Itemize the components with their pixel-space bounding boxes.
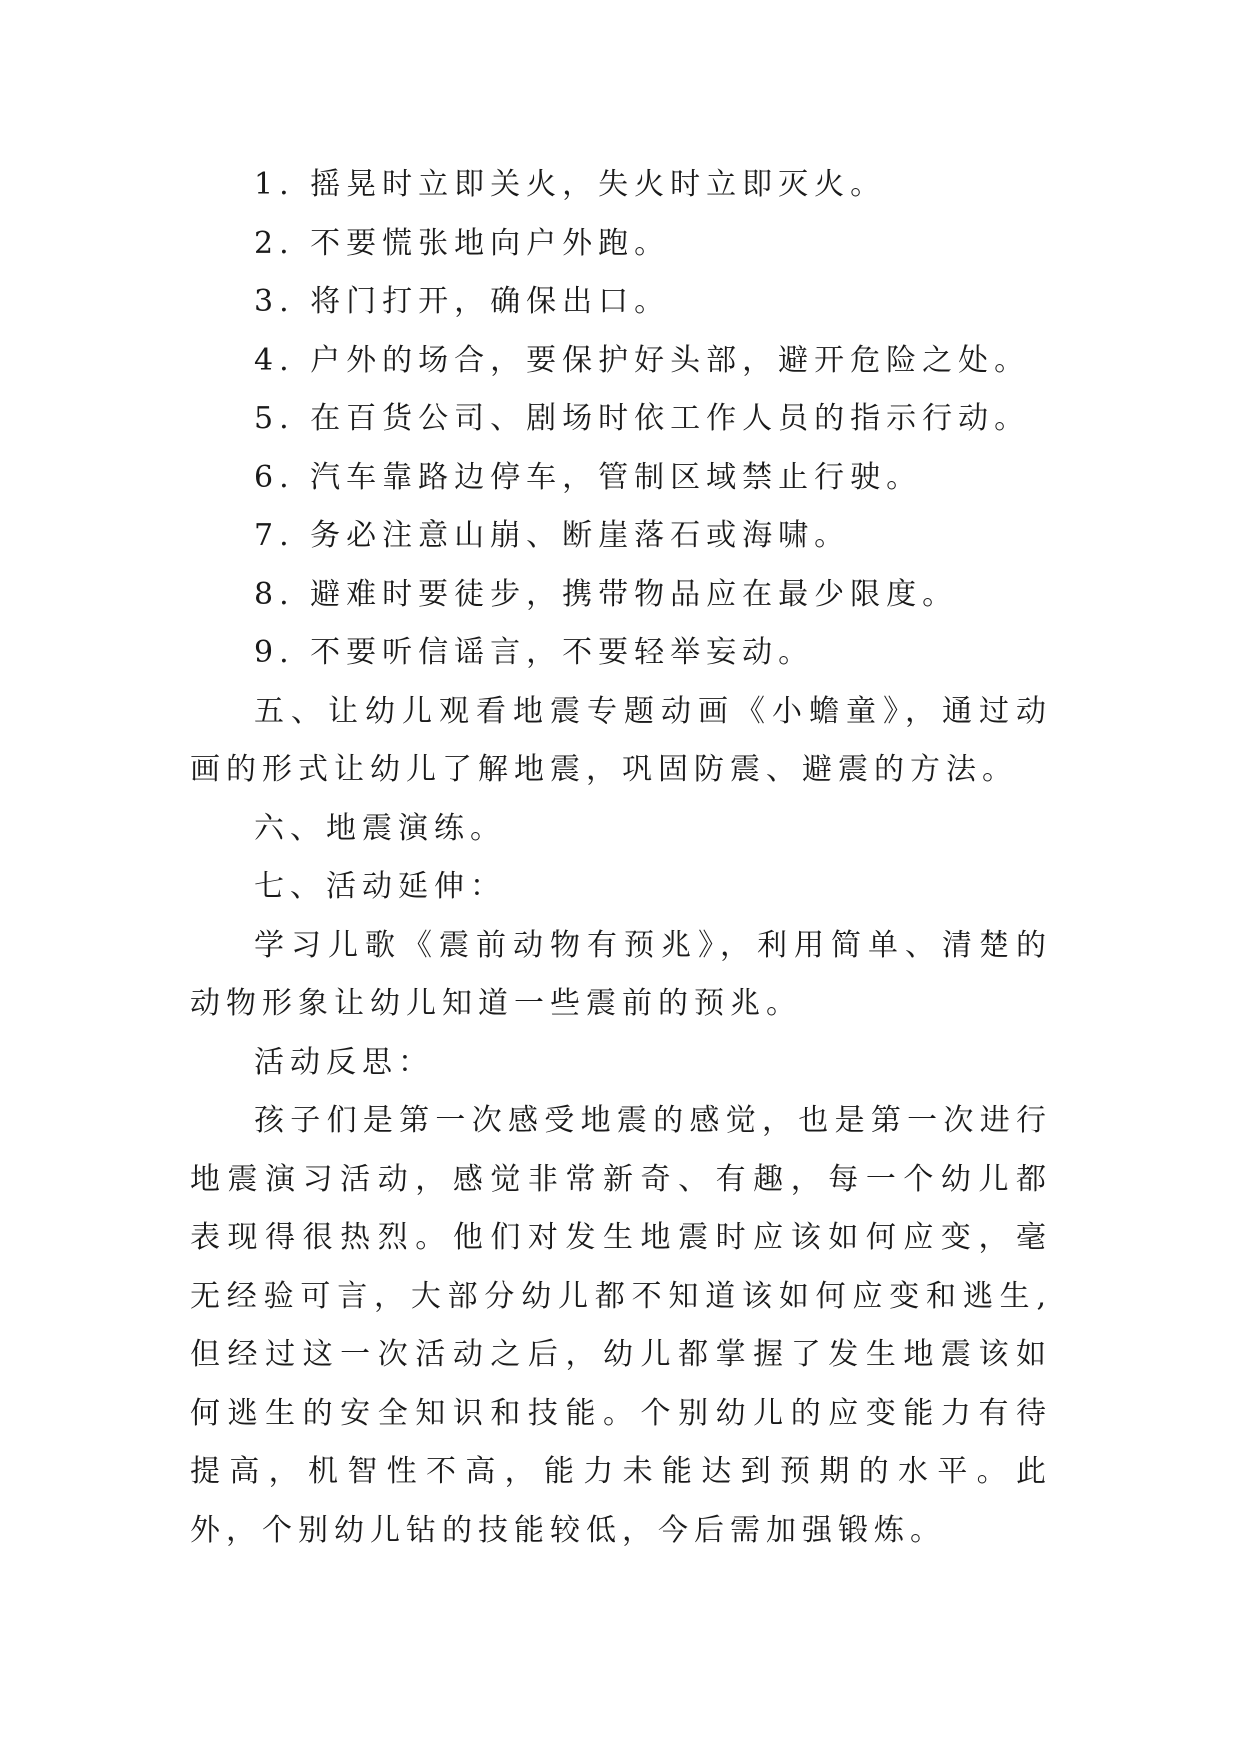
list-item-3: 3. 将门打开，确保出口。 [254, 284, 671, 319]
reflection-paragraph: 孩子们是第一次感受地震的感觉，也是第一次进行地震演习活动，感觉非常新奇、有趣，每一个幼儿都表现得很热烈。他们对发生地震时应该如何应变，毫无经验可言，大部分幼儿都不知道该如何应变和逃生,但经过这一次活动之后，幼儿都掌握了发生地震该如何逃生的安全知识和技能。个别幼儿的应变能力有待提高，机智性不高，能力未能达到预期的水平。此外，个别幼儿钻的技能较低，今后需加强锻炼。 [190, 1103, 1052, 1548]
document-page [190, 156, 1052, 1560]
list-item-8: 8. 避难时要徒步，携带物品应在最少限度。 [254, 576, 959, 612]
section-seven-heading: 七、活动延伸： [254, 869, 506, 904]
section-six-heading: 六、地震演练。 [254, 810, 506, 846]
list-item-4: 4. 户外的场合，要保护好头部，避开危险之处。 [254, 342, 1031, 378]
section-five-paragraph: 五、让幼儿观看地震专题动画《小蟾童》，通过动画的形式让幼儿了解地震，巩固防震、避震的方法。 [190, 693, 1052, 787]
list-item-1: 1. 摇晃时立即关火，失火时立即灭火。 [254, 167, 887, 202]
list-item-5: 5. 在百货公司、剧场时依工作人员的指示行动。 [254, 401, 1031, 436]
list-item-7: 7. 务必注意山崩、断崖落石或海啸。 [254, 518, 851, 553]
list-item-2: 2. 不要慌张地向户外跑。 [254, 225, 671, 261]
list-item-6: 6. 汽车靠路边停车，管制区域禁止行驶。 [254, 459, 923, 495]
list-item-9: 9. 不要听信谣言，不要轻举妄动。 [254, 635, 815, 670]
reflection-heading: 活动反思： [254, 1044, 434, 1080]
extension-paragraph: 学习儿歌《震前动物有预兆》，利用简单、清楚的动物形象让幼儿知道一些震前的预兆。 [190, 927, 1052, 1021]
